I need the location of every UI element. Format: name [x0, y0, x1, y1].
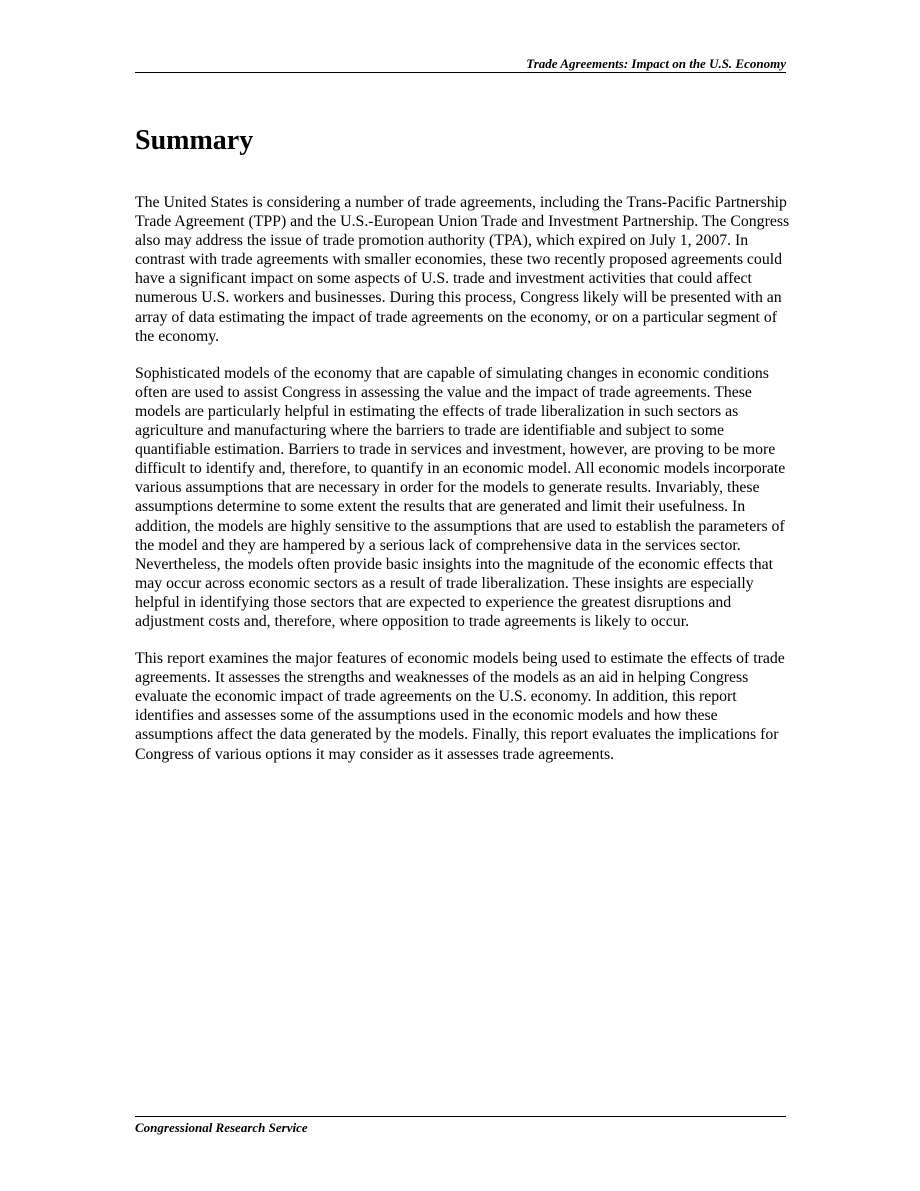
summary-section — [135, 122, 790, 782]
summary-paragraph-1: The United States is considering a number of trade agreements, including the Trans-Pacific Partnership Trade Agreement (TPP) and the U.S.-European Union Trade and Investment Partnership. The Congress also may address the issue of trade promotion authority (TPA), which expired on July 1, 2007. In contrast with trade agreements with smaller economies, these two recently proposed agreements could have a significant impact on some aspects of U.S. trade and investment activities that could affect numerous U.S. workers and businesses. During this process, Congress likely will be presented with an array of data estimating the impact of trade agreements on the economy, or on a particular segment of the economy. — [135, 194, 790, 345]
header-divider — [135, 72, 786, 73]
section-heading: Summary — [135, 125, 254, 156]
running-footer: Congressional Research Service — [135, 1120, 308, 1135]
summary-paragraph-3: This report examines the major features of economic models being used to estimate the effects of trade agreements. It assesses the strengths and weaknesses of the models as an aid in helping Congress evaluate the economic impact of trade agreements on the U.S. economy. In addition, this report identifies and assesses some of the assumptions used in the economic models and how these assumptions affect the data generated by the models. Finally, this report evaluates the implications for Congress of various options it may consider as it assesses trade agreements. — [135, 650, 785, 763]
summary-paragraph-2: Sophisticated models of the economy that are capable of simulating changes in economic conditions often are used to assist Congress in assessing the value and the impact of trade agreements. These models are particularly helpful in estimating the effects of trade liberalization in such sectors as agriculture and manufacturing where the barriers to trade are identifiable and subject to some quantifiable estimation. Barriers to trade in services and investment, however, are proving to be more difficult to identify and, therefore, to quantify in an economic model. All economic models incorporate various assumptions that are necessary in order for the models to generate results. Invariably, these assumptions determine to some extent the results that are generated and limit their usefulness. In addition, the models are highly sensitive to the assumptions that are used to establish the parameters of the model and they are hampered by a serious lack of comprehensive data in the services sector. Nevertheless, the models often provide basic insights into the magnitude of the economic effects that may occur across economic sectors as a result of trade liberalization. These insights are especially helpful in identifying those sectors that are expected to experience the greatest disruptions and adjustment costs and, therefore, where opposition to trade agreements is likely to occur. — [135, 364, 786, 630]
running-header: Trade Agreements: Impact on the U.S. Economy — [526, 56, 786, 71]
footer-divider — [135, 1116, 786, 1117]
